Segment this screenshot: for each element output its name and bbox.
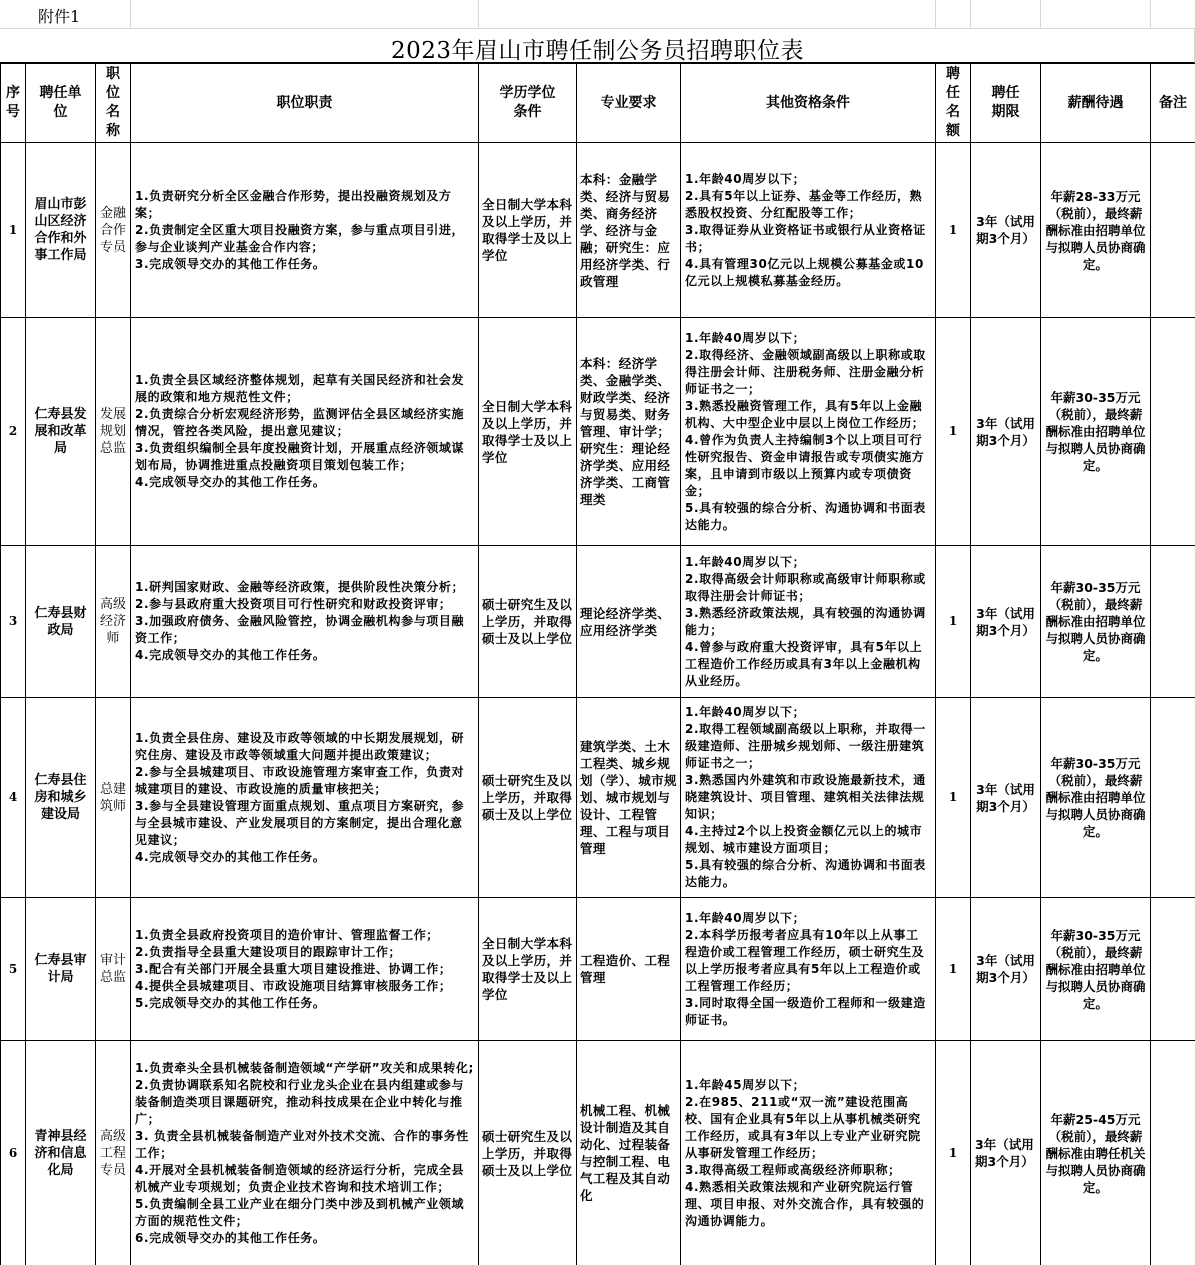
- positions-table: [0, 63, 1195, 1265]
- condition-item: 1.年龄40周岁以下；: [685, 705, 806, 719]
- header-salary: 薪酬待遇: [1041, 64, 1151, 143]
- unit-cell: 仁寿县发展和改革局: [26, 318, 96, 546]
- duty-item: 4.完成领导交办的其他工作任务。: [135, 475, 326, 489]
- other-conditions-cell: [681, 143, 936, 318]
- salary-cell: 年薪30-35万元（税前），最终薪酬标准由招聘单位与拟聘人员协商确定。: [1041, 546, 1151, 698]
- unit-cell: 仁寿县财政局: [26, 546, 96, 698]
- education-cell: 硕士研究生及以上学历，并取得硕士及以上学位: [479, 1041, 577, 1265]
- position-cell: 金融合作专员: [96, 143, 131, 318]
- condition-item: 3.取得证券从业资格证书或银行从业资格证书；: [685, 222, 926, 254]
- duty-item: 6.完成领导交办的其他工作任务。: [135, 1230, 326, 1245]
- duty-item: 1.负责全县住房、建设及市政等领域的中长期发展规划，研究住房、建设及市政等领域重大问题并提出政策建议；: [135, 730, 465, 762]
- gridline: [1040, 0, 1041, 29]
- term-cell: 3年（试用期3个月）: [971, 1041, 1041, 1265]
- position-cell: 总建筑师: [96, 698, 131, 898]
- condition-item: 1.年龄40周岁以下；: [685, 910, 806, 925]
- salary-cell: 年薪30-35万元（税前），最终薪酬标准由招聘单位与拟聘人员协商确定。: [1041, 318, 1151, 546]
- condition-item: 2.取得工程领域副高级以上职称，并取得一级建造师、注册城乡规划师、一级注册建筑师证书之一；: [685, 722, 926, 770]
- seq-cell: 4: [1, 698, 26, 898]
- remarks-cell: [1151, 698, 1195, 898]
- gridline: [130, 0, 131, 29]
- condition-item: 2.取得高级会计师职称或高级审计师职称或取得注册会计师证书；: [685, 571, 926, 603]
- seq-cell: 5: [1, 898, 26, 1041]
- duty-item: 4.完成领导交办的其他工作任务。: [135, 648, 326, 662]
- header-major: 专业要求: [577, 64, 681, 143]
- table-row: [1, 546, 1195, 698]
- duty-item: 3.完成领导交办的其他工作任务。: [135, 256, 326, 271]
- position-cell: 发展规划总监: [96, 318, 131, 546]
- condition-item: 1.年龄40周岁以下；: [685, 330, 806, 345]
- remarks-cell: [1151, 546, 1195, 698]
- condition-item: 2.具有5年以上证券、基金等工作经历，熟悉股权投资、分红配股等工作；: [685, 188, 923, 220]
- table-row: [1, 1041, 1195, 1265]
- duty-item: 3.负责组织编制全县年度投融资计划，开展重点经济领域谋划布局，协调推进重点投融资项目策划包装工作；: [135, 441, 465, 472]
- condition-item: 2.取得经济、金融领域副高级以上职称或取得注册会计师、注册税务师、注册金融分析师证书之一；: [685, 347, 926, 396]
- header-seq: 序号: [1, 64, 26, 143]
- duties-cell: [131, 546, 479, 698]
- condition-item: 2.本科学历报考者应具有10年以上从事工程造价或工程管理工作经历，硕士研究生及以上学历报考者应具有5年以上工程造价或工程管理工作经历；: [685, 927, 925, 993]
- unit-cell: 青神县经济和信息化局: [26, 1041, 96, 1265]
- education-cell: 硕士研究生及以上学历，并取得硕士及以上学位: [479, 546, 577, 698]
- condition-item: 5.具有较强的综合分析、沟通协调和书面表达能力。: [685, 500, 926, 532]
- duty-item: 3.加强政府债务、金融风险管控，协调金融机构参与项目融资工作；: [135, 614, 465, 645]
- quota-cell: 1: [936, 698, 971, 898]
- quota-cell: 1: [936, 318, 971, 546]
- quota-cell: 1: [936, 898, 971, 1041]
- unit-cell: 仁寿县审计局: [26, 898, 96, 1041]
- duties-cell: [131, 143, 479, 318]
- duty-item: 2.参与全县城建项目、市政设施管理方案审查工作，负责对城建项目的建设、市政设施的质量审核把关；: [135, 764, 465, 796]
- remarks-cell: [1151, 1041, 1195, 1265]
- position-cell: 高级经济师: [96, 546, 131, 698]
- term-cell: 3年（试用期3个月）: [971, 546, 1041, 698]
- duty-item: 2.参与县政府重大投资项目可行性研究和财政投资评审；: [135, 597, 452, 611]
- condition-item: 4.曾参与政府重大投资评审，具有5年以上工程造价工作经历或具有3年以上金融机构从业经历。: [685, 639, 923, 688]
- salary-cell: 年薪30-35万元（税前），最终薪酬标准由招聘单位与拟聘人员协商确定。: [1041, 898, 1151, 1041]
- duty-item: 2.负责指导全县重大建设项目的跟踪审计工作；: [135, 944, 402, 959]
- condition-item: 3.同时取得全国一级造价工程师和一级建造师证书。: [685, 995, 926, 1027]
- duties-cell: [131, 1041, 479, 1265]
- duty-item: 2.负责协调联系知名院校和行业龙头企业在县内组建或参与装备制造类项目课题研究，推动科技成果在企业中转化与推广；: [135, 1077, 465, 1126]
- table-row: [1, 898, 1195, 1041]
- major-cell: 工程造价、工程管理: [577, 898, 681, 1041]
- other-conditions-cell: [681, 546, 936, 698]
- term-cell: 3年（试用期3个月）: [971, 143, 1041, 318]
- seq-cell: 6: [1, 1041, 26, 1265]
- term-cell: 3年（试用期3个月）: [971, 898, 1041, 1041]
- quota-cell: 1: [936, 546, 971, 698]
- education-cell: 全日制大学本科及以上学历，并取得学士及以上学位: [479, 898, 577, 1041]
- table-row: [1, 143, 1195, 318]
- duty-item: 4.完成领导交办的其他工作任务。: [135, 849, 326, 864]
- header-row: [1, 64, 1195, 143]
- attachment-row: [0, 0, 1195, 29]
- other-conditions-cell: [681, 318, 936, 546]
- remarks-cell: [1151, 318, 1195, 546]
- duties-cell: [131, 318, 479, 546]
- gridline: [478, 0, 479, 29]
- seq-cell: 3: [1, 546, 26, 698]
- seq-cell: 2: [1, 318, 26, 546]
- attachment-label: 附件1: [38, 7, 81, 26]
- duties-cell: [131, 898, 479, 1041]
- education-cell: 全日制大学本科及以上学历，并取得学士及以上学位: [479, 318, 577, 546]
- title-row: [0, 29, 1195, 63]
- header-position: 职位名称: [96, 64, 131, 143]
- condition-item: 1.年龄40周岁以下；: [685, 171, 806, 186]
- other-conditions-cell: [681, 698, 936, 898]
- table-row: [1, 698, 1195, 898]
- duty-item: 1.负责牵头全县机械装备制造领域“产学研”攻关和成果转化;: [135, 1060, 474, 1075]
- remarks-cell: [1151, 143, 1195, 318]
- duty-item: 3.配合有关部门开展全县重大项目建设推进、协调工作；: [135, 961, 452, 976]
- salary-cell: 年薪30-35万元（税前），最终薪酬标准由招聘单位与拟聘人员协商确定。: [1041, 698, 1151, 898]
- header-quota: 聘任名额: [936, 64, 971, 143]
- term-cell: 3年（试用期3个月）: [971, 318, 1041, 546]
- unit-cell: 眉山市彭山区经济合作和外事工作局: [26, 143, 96, 318]
- major-cell: 本科：经济学类、金融学类、财政学类、经济与贸易类、财务管理、审计学；研究生：理论经济学类、应用经济学类、工商管理类: [577, 318, 681, 546]
- other-conditions-cell: [681, 898, 936, 1041]
- duty-item: 1.负责全县区域经济整体规划，起草有关国民经济和社会发展的政策和地方规范性文件；: [135, 373, 465, 404]
- salary-cell: 年薪28-33万元（税前），最终薪酬标准由招聘单位与拟聘人员协商确定。: [1041, 143, 1151, 318]
- duty-item: 4.开展对全县机械装备制造领域的经济运行分析，完成全县机械产业专项规划；负责企业技术咨询和技术培训工作；: [135, 1162, 465, 1194]
- duty-item: 1.负责全县政府投资项目的造价审计、管理监督工作；: [135, 927, 439, 942]
- duty-item: 2.负责综合分析宏观经济形势，监测评估全县区域经济实施情况，管控各类风险，提出意见建议；: [135, 407, 465, 438]
- duties-cell: [131, 698, 479, 898]
- quota-cell: 1: [936, 143, 971, 318]
- duty-item: 3.参与全县建设管理方面重点规划、重点项目方案研究，参与全县城市建设、产业发展项目的方案制定，提出合理化意见建议；: [135, 798, 465, 847]
- condition-item: 3.熟悉投融资管理工作，具有5年以上金融机构、大中型企业中层以上岗位工作经历；: [685, 398, 925, 430]
- duty-item: 4.提供全县城建项目、市政设施项目结算审核服务工作；: [135, 978, 452, 993]
- remarks-cell: [1151, 898, 1195, 1041]
- seq-cell: 1: [1, 143, 26, 318]
- condition-item: 4.熟悉相关政策法规和产业研究院运行管理、项目申报、对外交流合作，具有较强的沟通协调能力。: [685, 1179, 925, 1228]
- duty-item: 2.负责制定全区重大项目投融资方案，参与重点项目引进，参与企业谈判产业基金合作内容；: [135, 222, 465, 254]
- duty-item: 3. 负责全县机械装备制造产业对外技术交流、合作的事务性工作；: [135, 1128, 469, 1160]
- gridline: [935, 0, 936, 29]
- table-row: [1, 318, 1195, 546]
- condition-item: 3.熟悉国内外建筑和市政设施最新技术，通晓建筑设计、项目管理、建筑相关法律法规知识；: [685, 773, 926, 821]
- position-cell: 审计总监: [96, 898, 131, 1041]
- condition-item: 4.具有管理30亿元以上规模公募基金或10亿元以上规模私募基金经历。: [685, 256, 924, 288]
- header-remarks: 备注: [1151, 64, 1195, 143]
- duty-item: 5.负责编制全县工业产业在细分门类中涉及到机械产业领域方面的规范性文件；: [135, 1196, 465, 1228]
- quota-cell: 1: [936, 1041, 971, 1265]
- education-cell: 硕士研究生及以上学历，并取得硕士及以上学位: [479, 698, 577, 898]
- unit-cell: 仁寿县住房和城乡建设局: [26, 698, 96, 898]
- major-cell: 理论经济学类、应用经济学类: [577, 546, 681, 698]
- condition-item: 5.具有较强的综合分析、沟通协调和书面表达能力。: [685, 858, 926, 889]
- duty-item: 1.负责研究分析全区金融合作形势，提出投融资规划及方案；: [135, 188, 452, 220]
- header-unit: 聘任单位: [26, 64, 96, 143]
- header-other: 其他资格条件: [681, 64, 936, 143]
- position-cell: 高级工程专员: [96, 1041, 131, 1265]
- condition-item: 1.年龄45周岁以下；: [685, 1077, 806, 1092]
- condition-item: 4.曾作为负责人主持编制3个以上项目可行性研究报告、资金申请报告或专项债实施方案，且申请到市级以上预算内或专项债资金；: [685, 432, 925, 498]
- other-conditions-cell: [681, 1041, 936, 1265]
- gridline: [970, 0, 971, 29]
- gridline: [1150, 0, 1151, 29]
- header-duties: 职位职责: [131, 64, 479, 143]
- salary-cell: 年薪25-45万元（税前），最终薪酬标准由聘任机关与拟聘人员协商确定。: [1041, 1041, 1151, 1265]
- condition-item: 3.熟悉经济政策法规，具有较强的沟通协调能力；: [685, 605, 926, 637]
- header-term: 聘任期限: [971, 64, 1041, 143]
- education-cell: 全日制大学本科及以上学历，并取得学士及以上学位: [479, 143, 577, 318]
- major-cell: 本科：金融学类、经济与贸易类、商务经济学、经济与金融；研究生：应用经济学类、行政管理: [577, 143, 681, 318]
- header-education: 学历学位条件: [479, 64, 577, 143]
- duty-item: 1.研判国家财政、金融等经济政策，提供阶段性决策分析；: [135, 580, 465, 594]
- major-cell: 机械工程、机械设计制造及其自动化、过程装备与控制工程、电气工程及其自动化: [577, 1041, 681, 1265]
- term-cell: 3年（试用期3个月）: [971, 698, 1041, 898]
- page-title: 2023年眉山市聘任制公务员招聘职位表: [390, 38, 805, 64]
- condition-item: 1.年龄40周岁以下；: [685, 554, 806, 569]
- condition-item: 3.取得高级工程师或高级经济师职称；: [685, 1162, 901, 1177]
- major-cell: 建筑学类、土木工程类、城乡规划（学）、城市规划、城市规划与设计、工程管理、工程与项目管理: [577, 698, 681, 898]
- condition-item: 2.在985、211或“双一流”建设范围高校、国有企业具有5年以上从事机械类研究工作经历，或具有3年以上专业产业研究院从事研发管理工作经历；: [685, 1094, 921, 1160]
- condition-item: 4.主持过2个以上投资金额亿元以上的城市规划、城市建设方面项目；: [685, 824, 923, 855]
- duty-item: 5.完成领导交办的其他工作任务。: [135, 995, 326, 1010]
